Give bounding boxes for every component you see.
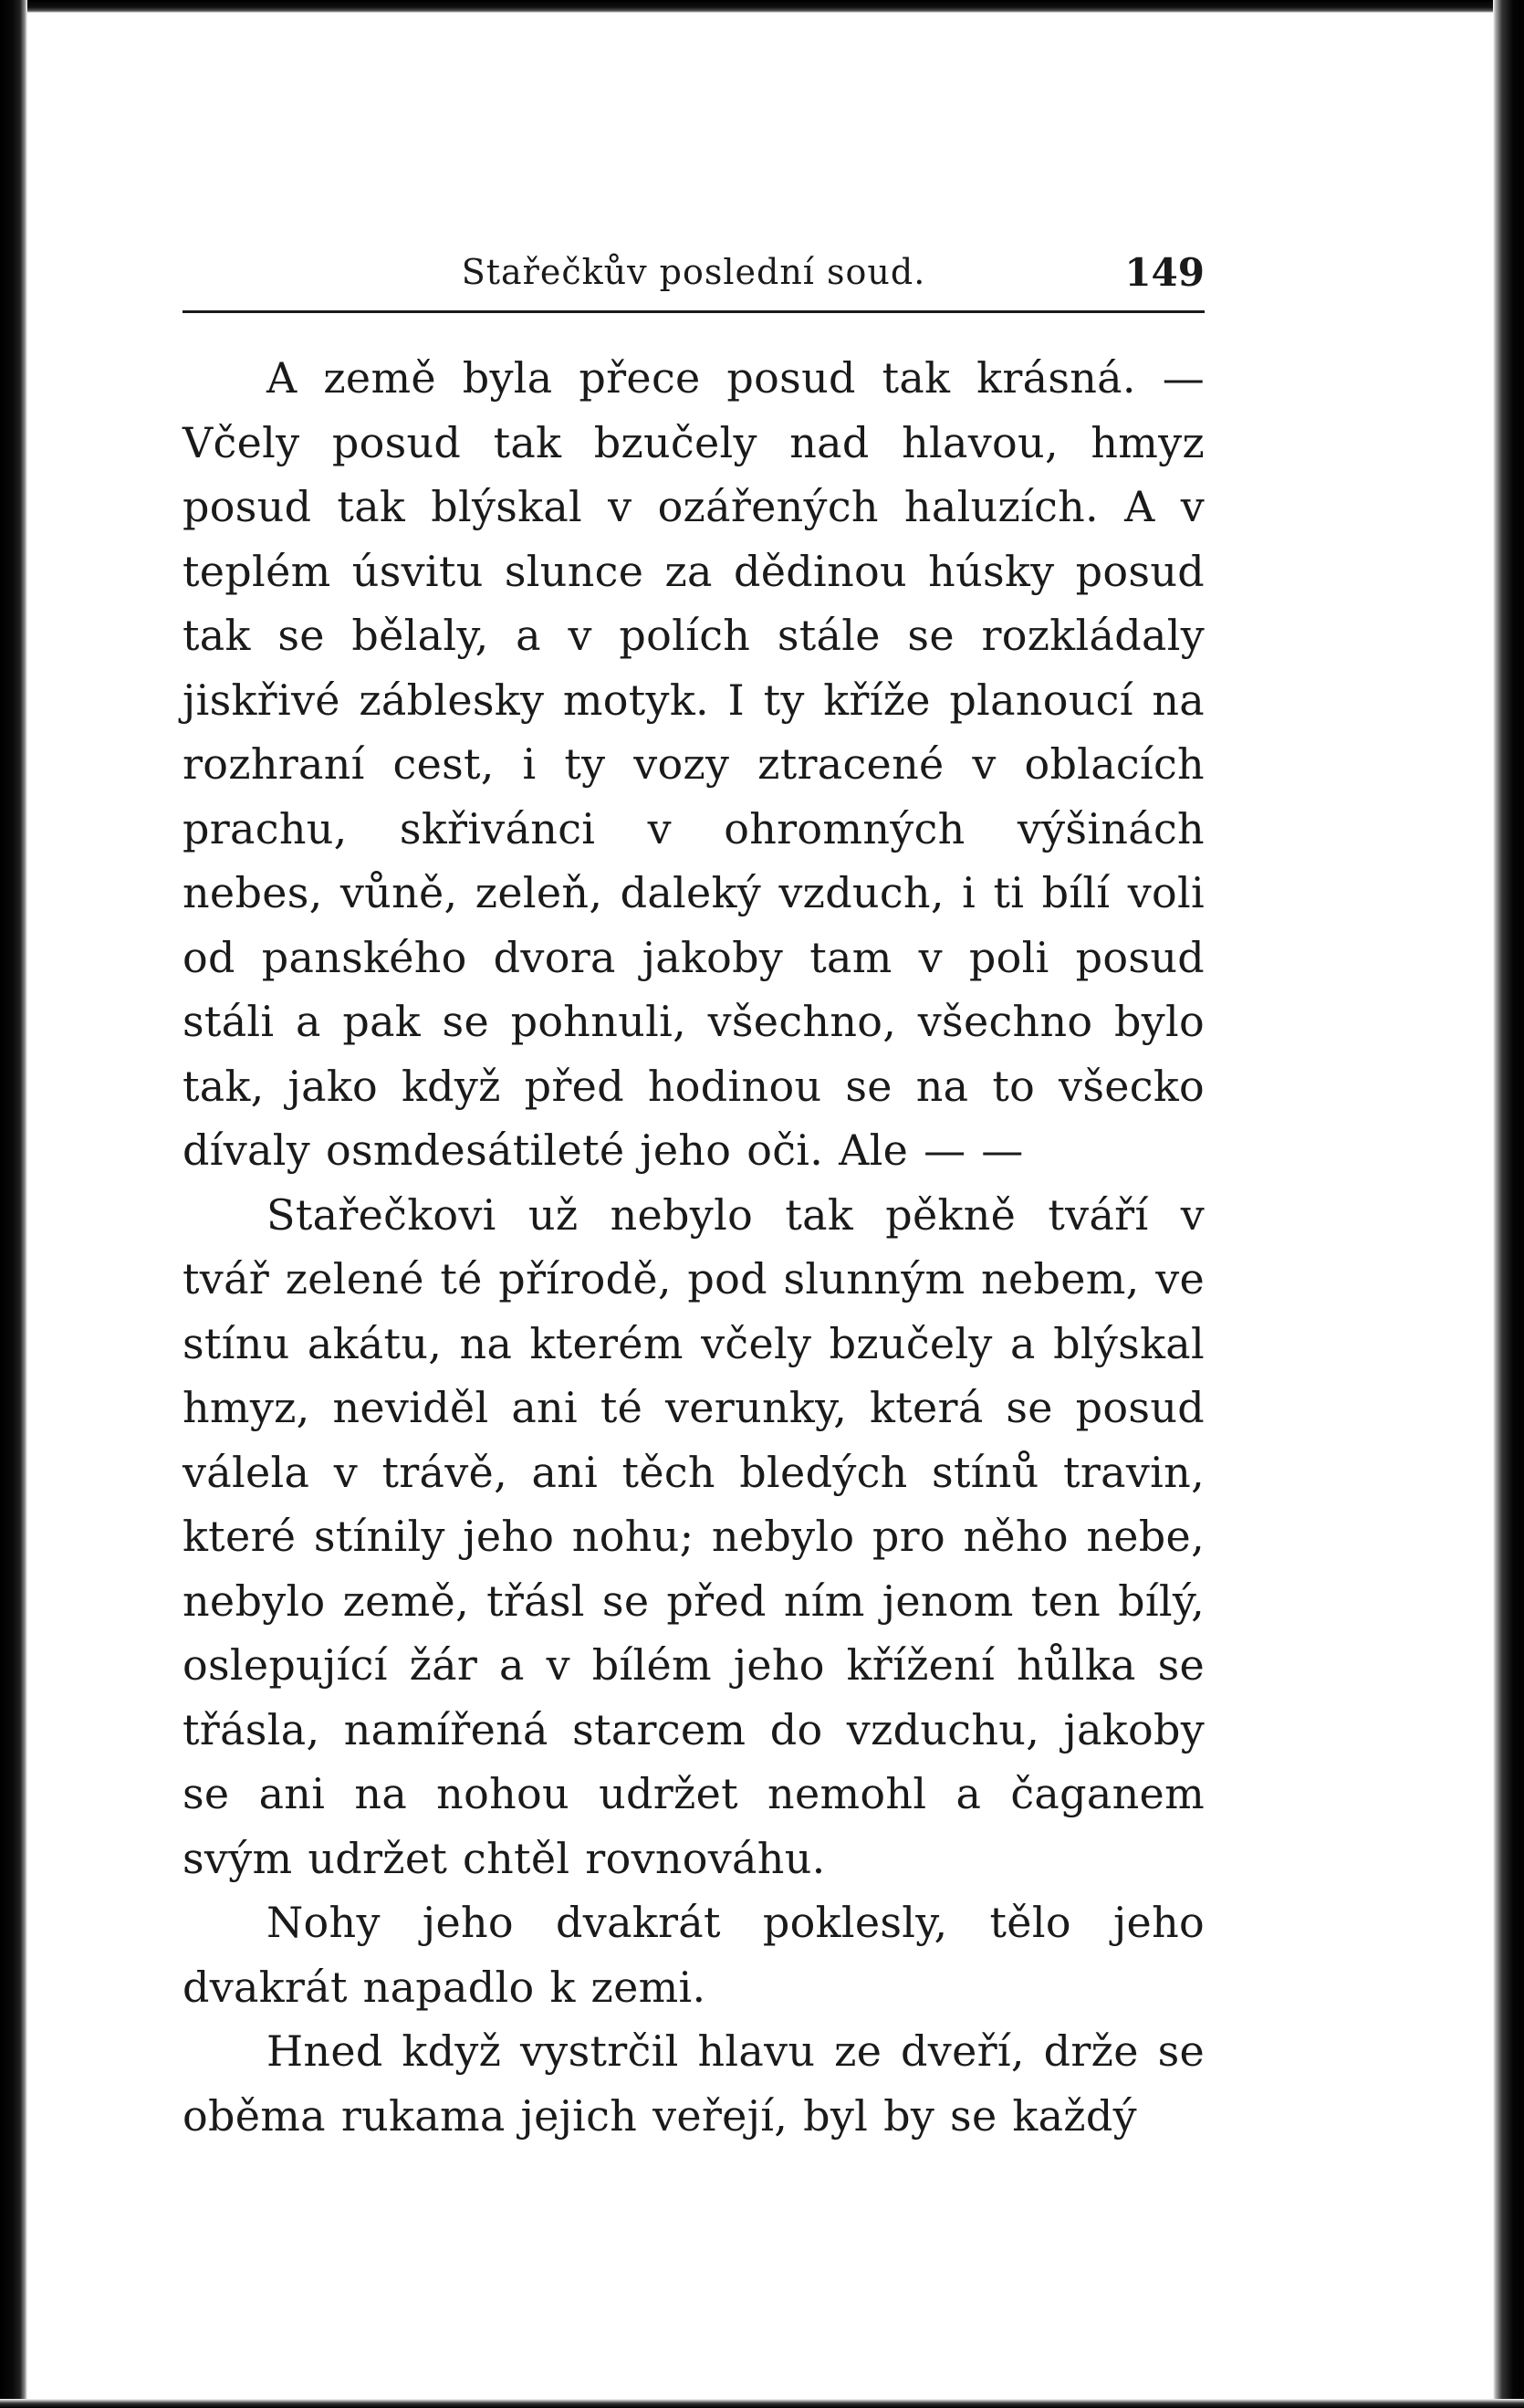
page-number: 149 [1124,250,1205,295]
paragraph-4: Hned když vystrčil hlavu ze dveří, drže se oběma rukama jejich veřejí, byl by se každý [183,2026,1205,2141]
paragraph-1: A země byla přece posud tak krásná. — Včely posud tak bzučely nad hlavou, hmyz posud tak blýskal v ozářených haluzích. A v teplém úsvitu slunce za dědinou húsky posud tak se bělaly, a v polích stále se rozkládaly jiskřivé záblesky motyk. I ty kříže planoucí na rozhraní cest, i ty vozy ztracené v oblacích prachu, skřivánci v ohromných výšinách nebes, vůně, zeleň, daleký vzduch, i ti bílí voli od panského dvora jakoby tam v poli posud stáli a pak se pohnuli, všechno, všechno bylo tak, jako když před hodinou se na to všecko dívaly osmdesátileté jeho oči. Ale — — [183,353,1205,1175]
scan-edge-top [0,0,1524,13]
scan-edge-left [0,0,27,2408]
paragraph-3: Nohy jeho dvakrát poklesly, tělo jeho dvakrát napadlo k zemi. [183,1898,1205,2012]
paragraph-2: Stařečkovi už nebylo tak pěkně tváří v tvář zelené té přírodě, pod slunným nebem, ve stínu akátu, na kterém včely bzučely a blýskal hmyz, neviděl ani té verunky, která se posud válela v trávě, ani těch bledých stínů travin, které stínily jeho nohu; nebylo pro něho nebe, nebylo země, třásl se před ním jenom ten bílý, oslepující žár a v bílém jeho křížení hůlka se třásla, namířená starcem do vzduchu, jakoby se ani na nohou udržet nemohl a čaganem svým udržet chtěl rovnováhu. [183,1189,1205,1883]
scan-edge-bottom [0,2399,1524,2408]
book-page [183,246,1205,2148]
running-head [183,246,1205,313]
scan-edge-right [1493,0,1524,2408]
body-text [183,346,1205,2148]
running-title: Stařečkův poslední soud. [461,252,926,292]
